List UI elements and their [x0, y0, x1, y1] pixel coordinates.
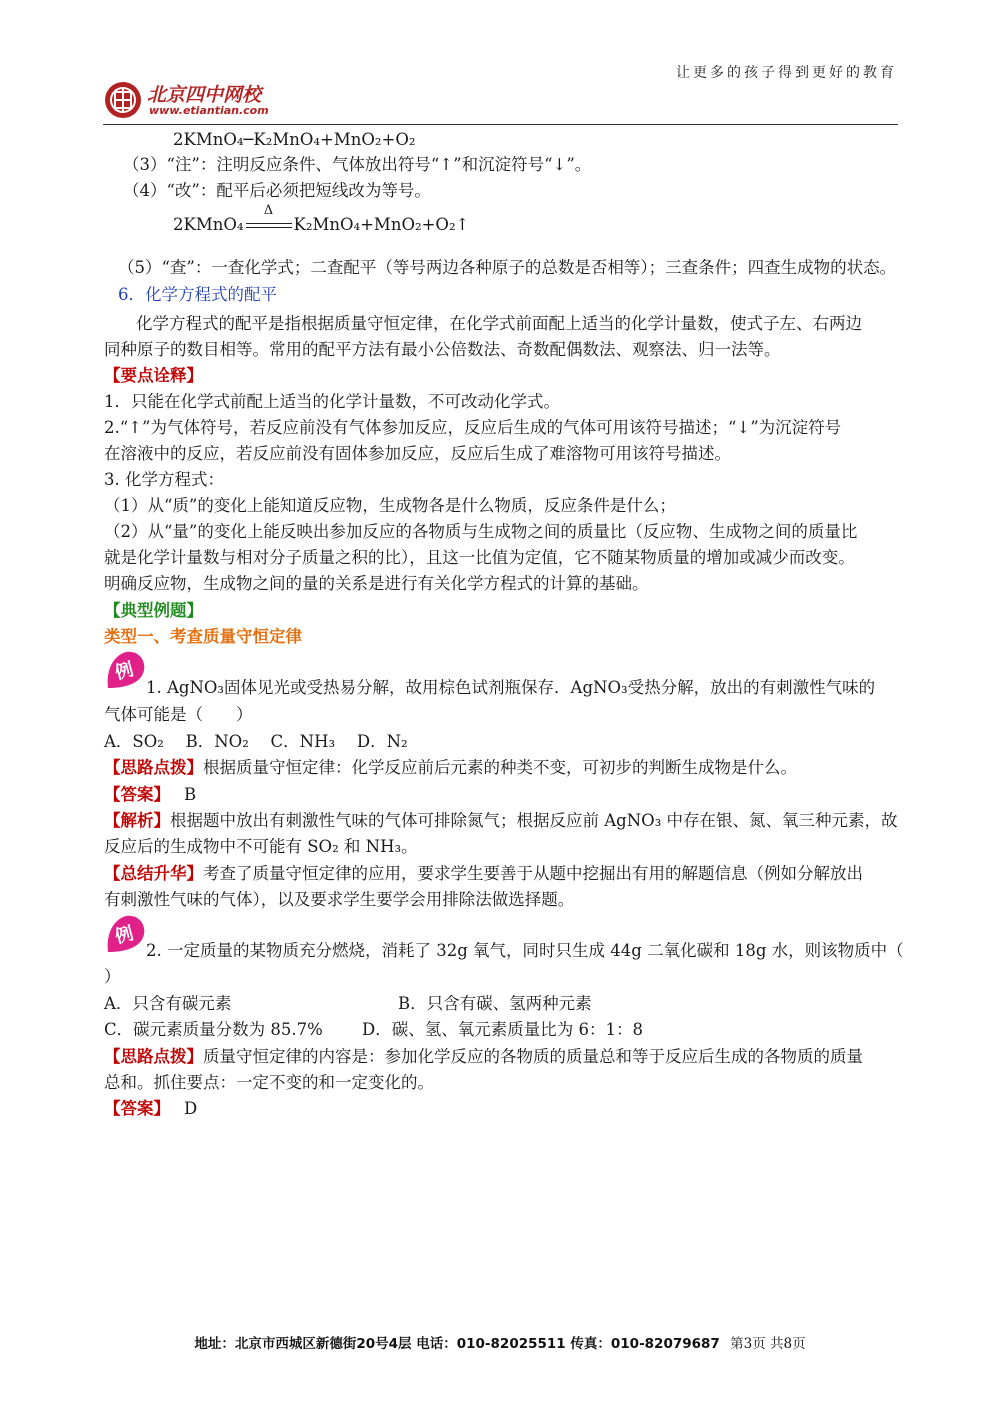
brand-url: www.etiantian.com: [149, 104, 269, 117]
equation-balanced: [173, 203, 470, 237]
q2-answer-value: D: [184, 1099, 198, 1118]
q1-summary-line-1: [104, 862, 863, 886]
page-footer: [0, 1332, 1000, 1352]
q1-explanation-line-2: 反应后的生成物中不可能有 SO₂ 和 NH₃。: [104, 837, 418, 856]
q1-answer-value: B: [184, 785, 197, 804]
q1-explanation-text-1: 根据题中放出有刺激性气味的气体可排除氮气；根据反应前 AgNO₃ 中存在银、氮、氧三种元素，故: [170, 811, 898, 830]
example-badge-icon: [104, 912, 148, 956]
keypoint-3b-line-3: 明确反应物，生成物之间的量的关系是进行有关化学方程式的计算的基础。: [104, 574, 649, 593]
q2-option-d: D．碳、氢、氧元素质量比为 6：1：8: [362, 1020, 643, 1039]
q1-hint: [104, 756, 797, 780]
keypoint-3a: （1）从“质”的变化上能知道反应物，生成物各是什么物质，反应条件是什么；: [104, 496, 676, 515]
section-6-para-1: 化学方程式的配平是指根据质量守恒定律，在化学式前面配上适当的化学计量数，使式子左、右两边: [136, 314, 862, 333]
footer-page-number: 第3页 共8页: [730, 1336, 806, 1352]
q1-answer: [104, 783, 196, 807]
example-badge-char: 例: [112, 658, 136, 684]
q2-answer: [104, 1097, 197, 1121]
keypoint-3b-line-2: 就是化学计量数与相对分子质量之积的比），且这一比值为定值，它不随某物质量的增加或减少而改变。: [104, 548, 855, 567]
equation-left: 2KMnO₄: [173, 215, 244, 234]
step-5: （5）“查”：一查化学式；二查配平（等号两边各种原子的总数是否相等）；三查条件；四查生成物的状态。: [118, 258, 897, 277]
q1-hint-tag: 【思路点拨】: [104, 758, 203, 777]
keypoint-2-line-2: 在溶液中的反应，若反应前没有固体参加反应，反应后生成了难溶物可用该符号描述。: [104, 444, 731, 463]
q2-option-a: A．只含有碳元素: [104, 994, 232, 1013]
q2-option-c: C．碳元素质量分数为 85.7%: [104, 1020, 323, 1039]
equation-equals: [244, 203, 294, 237]
q2-hint-tag: 【思路点拨】: [104, 1047, 203, 1066]
brand-logo: [103, 78, 303, 122]
q1-explanation-line-1: [104, 809, 898, 833]
header-slogan: 让更多的孩子得到更好的教育: [676, 65, 897, 81]
keypoint-3b-line-1: （2）从“量”的变化上能反映出参加反应的各物质与生成物之间的质量比（反应物、生成物之间的质量比: [104, 522, 858, 541]
brand-name: 北京四中网校: [147, 84, 262, 106]
examples-tag: 【典型例题】: [104, 601, 203, 620]
header-rule: [103, 124, 898, 125]
section-6-para-2: 同种原子的数目相等。常用的配平方法有最小公倍数法、奇数配偶数法、观察法、归一法等。: [104, 340, 781, 359]
q1-answer-tag: 【答案】: [104, 785, 170, 804]
step-3: （3）“注”：注明反应条件、气体放出符号“↑”和沉淀符号“↓”。: [123, 155, 592, 174]
q2-option-b: B．只含有碳、氢两种元素: [398, 994, 592, 1013]
type-1-heading: 类型一、考查质量守恒定律: [104, 627, 302, 646]
footer-address: 地址：北京市西城区新德街20号4层 电话：010-82025511 传真：010-82079687: [194, 1336, 720, 1352]
example-badge-char: 例: [112, 922, 136, 948]
q1-summary-line-2: 有刺激性气味的气体），以及要求学生要学会用排除法做选择题。: [104, 890, 575, 909]
q2-line-1: 2. 一定质量的某物质充分燃烧，消耗了 32g 氧气，同时只生成 44g 二氧化碳和 18g 水，则该物质中（: [146, 941, 904, 960]
q1-hint-text: 根据质量守恒定律：化学反应前后元素的种类不变，可初步的判断生成物是什么。: [203, 758, 797, 777]
step-4: （4）“改”：配平后必须把短线改为等号。: [123, 181, 431, 200]
example-badge-icon: [104, 648, 148, 692]
keypoint-1: 1．只能在化学式前配上适当的化学计量数，不可改动化学式。: [104, 392, 560, 411]
q1-summary-text-1: 考查了质量守恒定律的应用，要求学生要善于从题中挖掘出有用的解题信息（例如分解放出: [203, 864, 863, 883]
q2-hint-line-1: [104, 1045, 863, 1069]
q1-explanation-tag: 【解析】: [104, 811, 170, 830]
section-6-heading: 6．化学方程式的配平: [118, 285, 277, 304]
q1-options: A．SO₂ B．NO₂ C．NH₃ D．N₂: [104, 732, 408, 751]
q1-line-1: 1. AgNO₃固体见光或受热易分解，故用棕色试剂瓶保存．AgNO₃受热分解，放出的有刺激性气味的: [146, 678, 876, 697]
keypoints-tag: 【要点诠释】: [104, 366, 203, 385]
equation-right: K₂MnO₄+MnO₂+O₂↑: [293, 215, 470, 234]
equation-unbalanced: 2KMnO₄─K₂MnO₄+MnO₂+O₂: [173, 130, 416, 149]
keypoint-3: 3. 化学方程式：: [104, 470, 224, 489]
q2-answer-tag: 【答案】: [104, 1099, 170, 1118]
q1-line-2: 气体可能是（ ）: [104, 705, 253, 724]
keypoint-2-line-1: 2.“↑”为气体符号，若反应前没有气体参加反应，反应后生成的气体可用该符号描述；“↓”为沉淀符号: [104, 418, 842, 437]
q1-summary-tag: 【总结升华】: [104, 864, 203, 883]
q2-hint-line-2: 总和。抓住要点：一定不变的和一定变化的。: [104, 1073, 434, 1092]
heat-condition: Δ: [263, 203, 274, 218]
q2-hint-text-1: 质量守恒定律的内容是：参加化学反应的各物质的质量总和等于反应后生成的各物质的质量: [203, 1047, 863, 1066]
q2-line-2: ）: [104, 967, 121, 986]
